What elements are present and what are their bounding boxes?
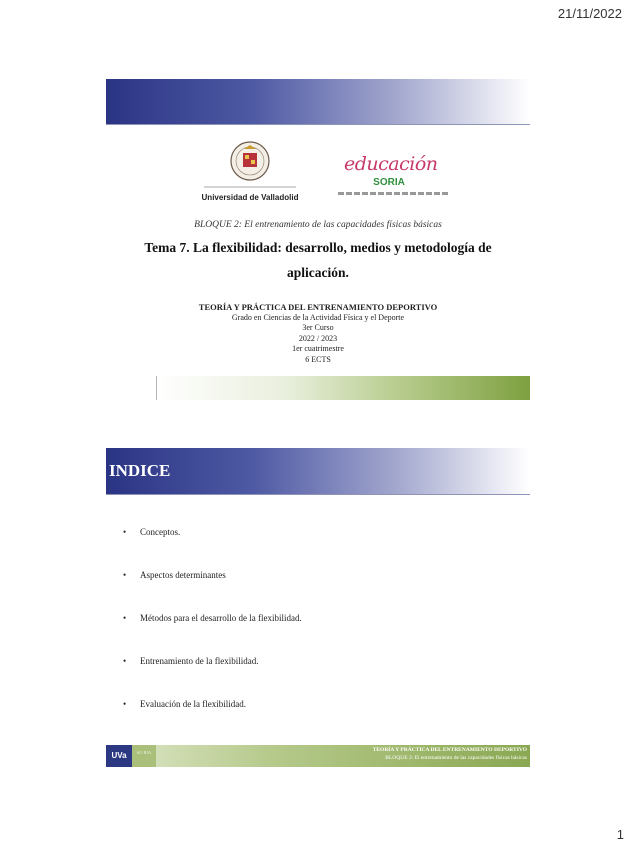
educacion-logo-word: educación — [344, 153, 438, 175]
uva-caption: Universidad de Valladolid — [201, 193, 299, 202]
list-item: • Métodos para el desarrollo de la flexibilidad. — [123, 613, 302, 623]
footer-band — [156, 376, 530, 400]
footer-bloque: BLOQUE 2: El entrenamiento de las capacidades físicas básicas — [385, 755, 527, 761]
degree-name: Grado en Ciencias de la Actividad Física y el Deporte — [231, 312, 405, 322]
academic-year: 2022 / 2023 — [298, 333, 338, 343]
course-info — [106, 302, 530, 365]
semester: 1er cuatrimestre — [292, 344, 344, 353]
soria-badge-logo: SO RIA — [132, 745, 156, 767]
index-list — [123, 527, 523, 742]
list-item: • Entrenamiento de la flexibilidad. — [123, 656, 259, 666]
list-item: • Conceptos. — [123, 527, 181, 537]
footer-band-edge — [156, 376, 157, 400]
slide-footer-text — [373, 746, 527, 762]
header-divider — [106, 124, 530, 125]
slide-heading: Tema 7. La flexibilidad: desarrollo, medios y metodología de aplicación. — [144, 240, 492, 280]
ects-credits: 6 ECTS — [305, 354, 331, 364]
page-number: 1 — [616, 827, 624, 842]
index-header-divider — [106, 494, 530, 495]
course-year: 3er Curso — [302, 323, 334, 332]
print-date: 21/11/2022 — [557, 6, 622, 21]
bullet-icon: • — [123, 570, 127, 580]
footer-course: TEORÍA Y PRÁCTICA DEL ENTRENAMIENTO DEPORTIVO — [372, 747, 527, 753]
bloque-subtitle: BLOQUE 2: El entrenamiento de las capacidades físicas básicas — [194, 220, 442, 230]
bullet-icon: • — [123, 527, 127, 537]
list-item: • Evaluación de la flexibilidad. — [123, 699, 246, 709]
uva-badge-logo: UVa — [106, 745, 132, 767]
slide-title — [106, 79, 530, 400]
logos-row — [106, 139, 530, 207]
course-name: TEORÍA Y PRÁCTICA DEL ENTRENAMIENTO DEPORTIVO — [198, 302, 438, 312]
bullet-icon: • — [123, 656, 127, 666]
bullet-icon: • — [123, 613, 127, 623]
bullet-icon: • — [123, 699, 127, 709]
header-band — [106, 79, 530, 124]
list-item: • Aspectos determinantes — [123, 570, 226, 580]
educacion-logo-place: SORIA — [373, 177, 405, 188]
educacion-logo-tagline — [338, 192, 448, 195]
index-title: INDICE — [109, 461, 171, 480]
slide-index — [106, 448, 530, 770]
